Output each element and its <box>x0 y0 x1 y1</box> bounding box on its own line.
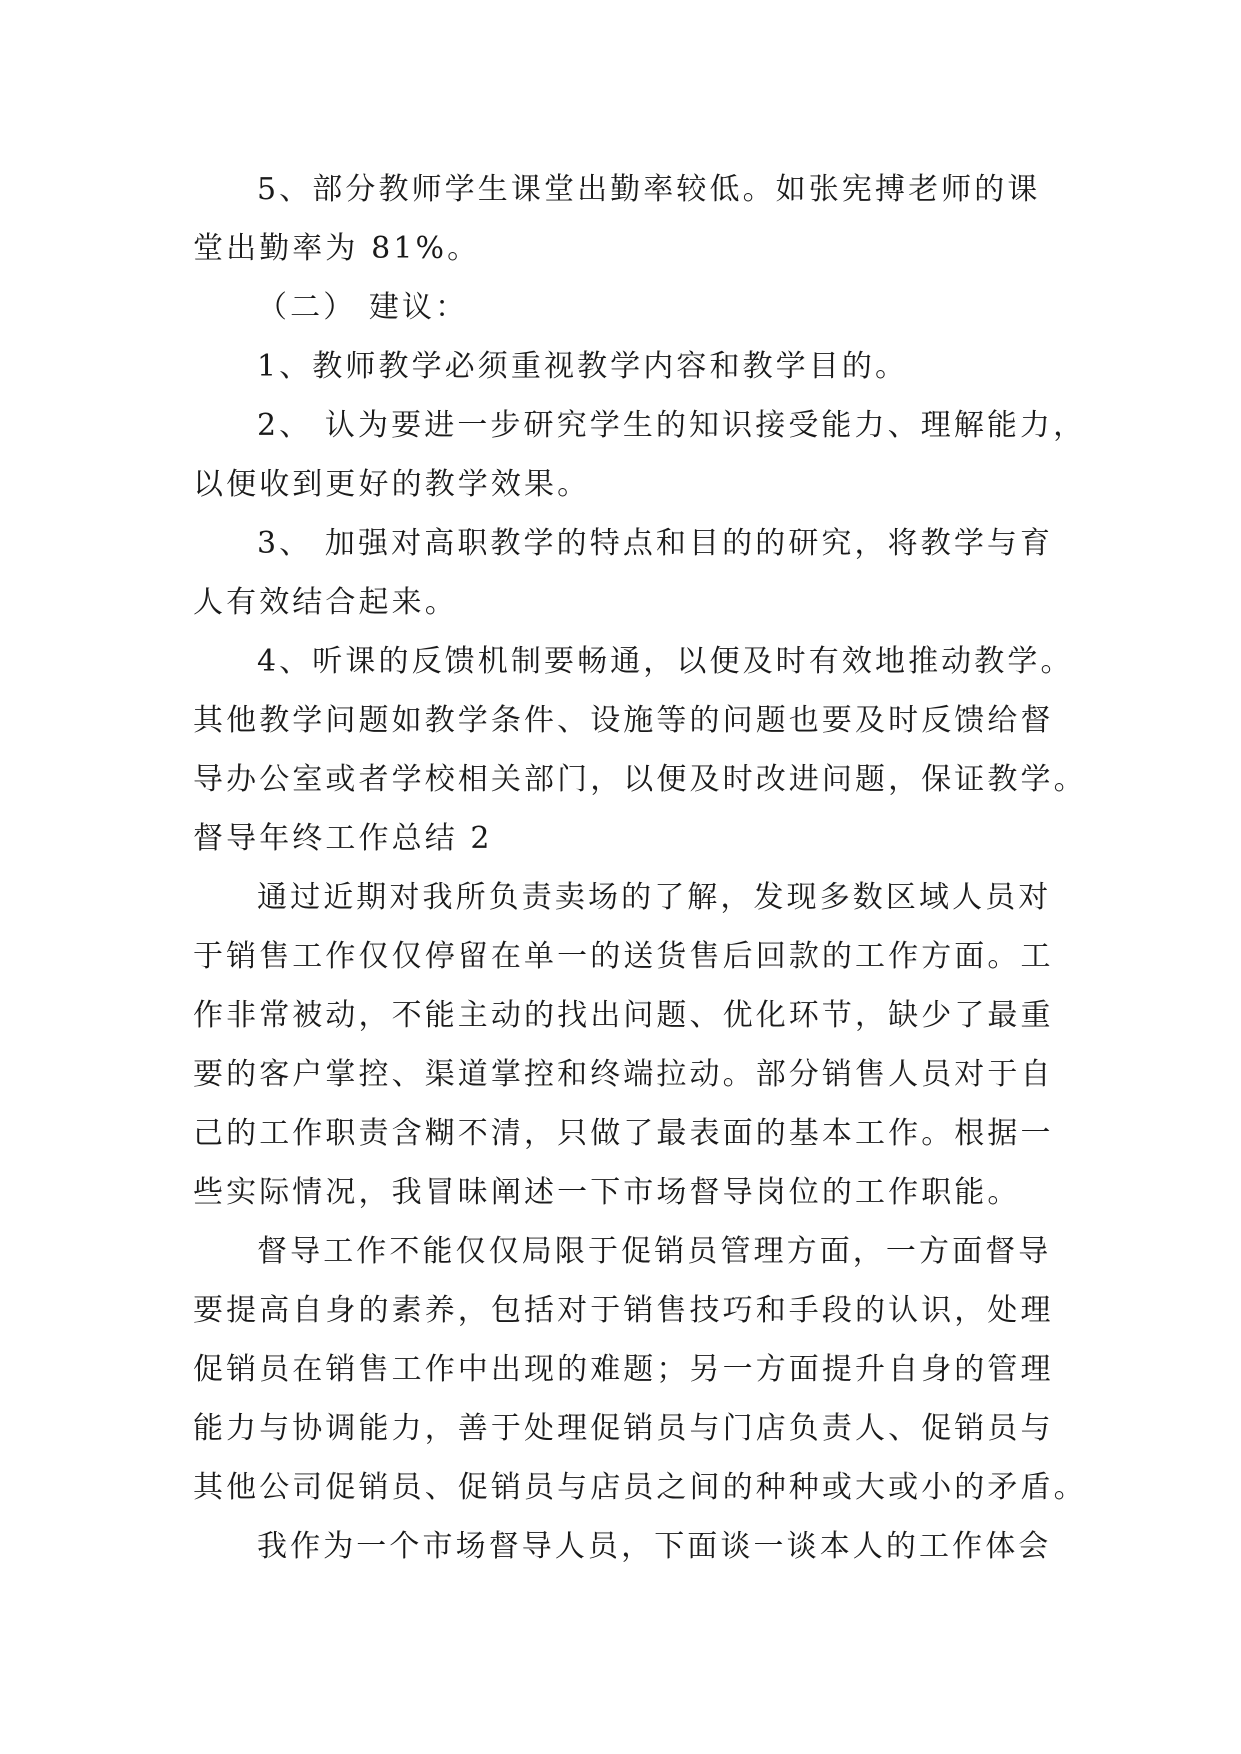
paragraph-line: 以便收到更好的教学效果。 <box>193 467 591 502</box>
paragraph-line: 要的客户掌控、渠道掌控和终端拉动。部分销售人员对于自 <box>193 1057 1054 1092</box>
paragraph-line: 其他教学问题如教学条件、设施等的问题也要及时反馈给督 <box>193 703 1054 738</box>
paragraph-line: 1、教师教学必须重视教学内容和教学目的。 <box>257 349 909 384</box>
paragraph-line: 能力与协调能力，善于处理促销员与门店负责人、促销员与 <box>193 1411 1054 1446</box>
paragraph-line: 2、 认为要进一步研究学生的知识接受能力、理解能力， <box>257 408 1087 443</box>
paragraph-line: 作非常被动，不能主动的找出问题、优化环节，缺少了最重 <box>193 998 1054 1033</box>
paragraph-line: 要提高自身的素养，包括对于销售技巧和手段的认识，处理 <box>193 1293 1054 1328</box>
document-title: 督导年终工作总结 2 <box>193 821 493 856</box>
paragraph-line: 3、 加强对高职教学的特点和目的的研究，将教学与育 <box>257 526 1054 561</box>
paragraph-line: 些实际情况，我冒昧阐述一下市场督导岗位的工作职能。 <box>193 1175 1021 1210</box>
paragraph-line: 人有效结合起来。 <box>193 585 458 620</box>
paragraph-line: 促销员在销售工作中出现的难题；另一方面提升自身的管理 <box>193 1352 1054 1387</box>
paragraph-line: 其他公司促销员、促销员与店员之间的种种或大或小的矛盾。 <box>193 1470 1087 1505</box>
paragraph-line: 导办公室或者学校相关部门，以便及时改进问题，保证教学。 <box>193 762 1087 797</box>
paragraph-line: 我作为一个市场督导人员，下面谈一谈本人的工作体会 <box>257 1529 1052 1564</box>
document-body <box>193 160 1087 1576</box>
paragraph-line: 己的工作职责含糊不清，只做了最表面的基本工作。根据一 <box>193 1116 1054 1151</box>
section-heading: （二） 建议： <box>257 290 469 325</box>
paragraph-line: 督导工作不能仅仅局限于促销员管理方面，一方面督导 <box>257 1234 1052 1269</box>
paragraph-line: 5、部分教师学生课堂出勤率较低。如张宪搏老师的课 <box>257 172 1041 207</box>
paragraph-line: 堂出勤率为 81%。 <box>193 231 481 266</box>
paragraph-line: 4、听课的反馈机制要畅通，以便及时有效地推动教学。 <box>257 644 1074 679</box>
paragraph-line: 于销售工作仅仅停留在单一的送货售后回款的工作方面。工 <box>193 939 1054 974</box>
paragraph-line: 通过近期对我所负责卖场的了解，发现多数区域人员对 <box>257 880 1052 915</box>
